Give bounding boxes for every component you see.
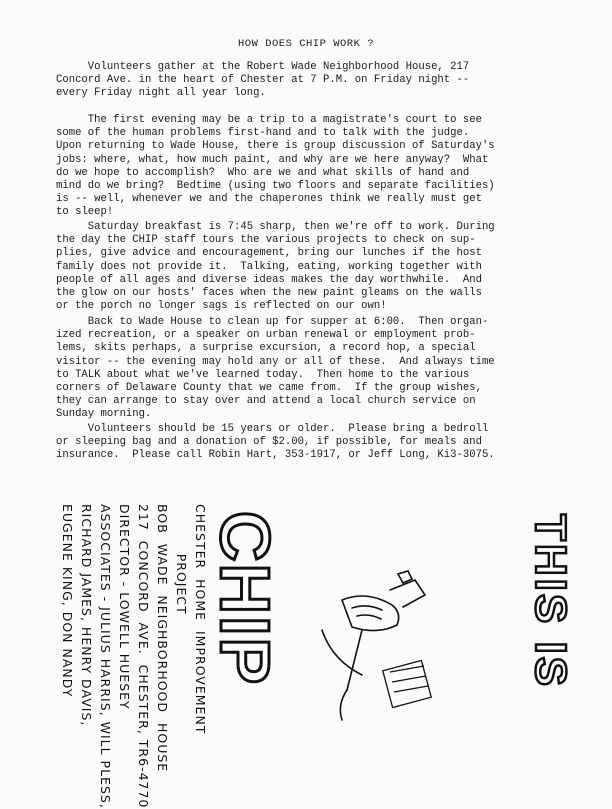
document-title: HOW DOES CHIP WORK ? — [237, 38, 375, 50]
this-is-banner — [526, 510, 586, 690]
chip-logo — [206, 505, 284, 735]
hand-with-tools-illustration — [302, 570, 452, 730]
this-is-text: THIS IS — [526, 514, 575, 690]
paragraph-first-evening: The first evening may be a trip to a magistrate's court to see some of the human problems first-hand and to talk with the judge. Upon returning to Wade House, there is group discussion of Saturday's jobs: where, what, how much paint, and why are we here anyway? What do we hope to accomplish? Who are we and what skills of hand and mind do we bring? Bedtime (using two floors and separate facilities) is -- well, whenever we and the chaperones think we really must get to sleep! — [56, 114, 495, 219]
paragraph-volunteers: Volunteers should be 15 years or older. Please bring a bedroll or sleeping bag and a donation of $2.00, if possible, for meals and insurance. Please call Robin Hart, 353-1917, or Jeff Long, Ki3-3075. — [56, 423, 495, 462]
handwritten-credits: CHESTER HOME IMPROVEMENT PROJECT BOB WADE NEIGHBORHOOD HOUSE 217 CONCORD AVE. CHESTER, TR6-4770 DIRECTOR - LOWELL HUESEY ASSOCIATES - JULIUS HARRIS, WILL PLESS, RICHARD JAMES, HENRY DAVIS, EUGENE KING, DON NANDY — [60, 504, 208, 809]
paragraph-gathering: Volunteers gather at the Robert Wade Neighborhood House, 217 Concord Ave. in the heart of Chester at 7 P.M. on Friday night -- every Friday night all year long. — [56, 61, 470, 100]
chip-logo-text: CHIP — [206, 511, 284, 687]
paragraph-evening: Back to Wade House to clean up for supper at 6:00. Then organ- ized recreation, or a speaker on urban renewal or employment prob- lems, skits perhaps, a surprise excursion, a record hop, a special visitor -- the evening may hold any or all of these. And always time to TALK about what we've learned today. Then home to the various corners of Delaware County that we came from. If the group wishes, they can arrange to stay over and attend a local church service on Sunday morning. — [56, 316, 495, 421]
paragraph-saturday: Saturday breakfast is 7:45 sharp, then we're off to work. During the day the CHIP staff tours the various projects to check on sup- plies, give advice and encouragement, bring our lunches if the host family does not provide it. Talking, eating, working together with people of all ages and diverse ideas makes the day worthwhile. And the glow on our hosts' faces when the new paint gleams on the walls or the porch no longer sags is reflected on our own! — [56, 221, 495, 313]
